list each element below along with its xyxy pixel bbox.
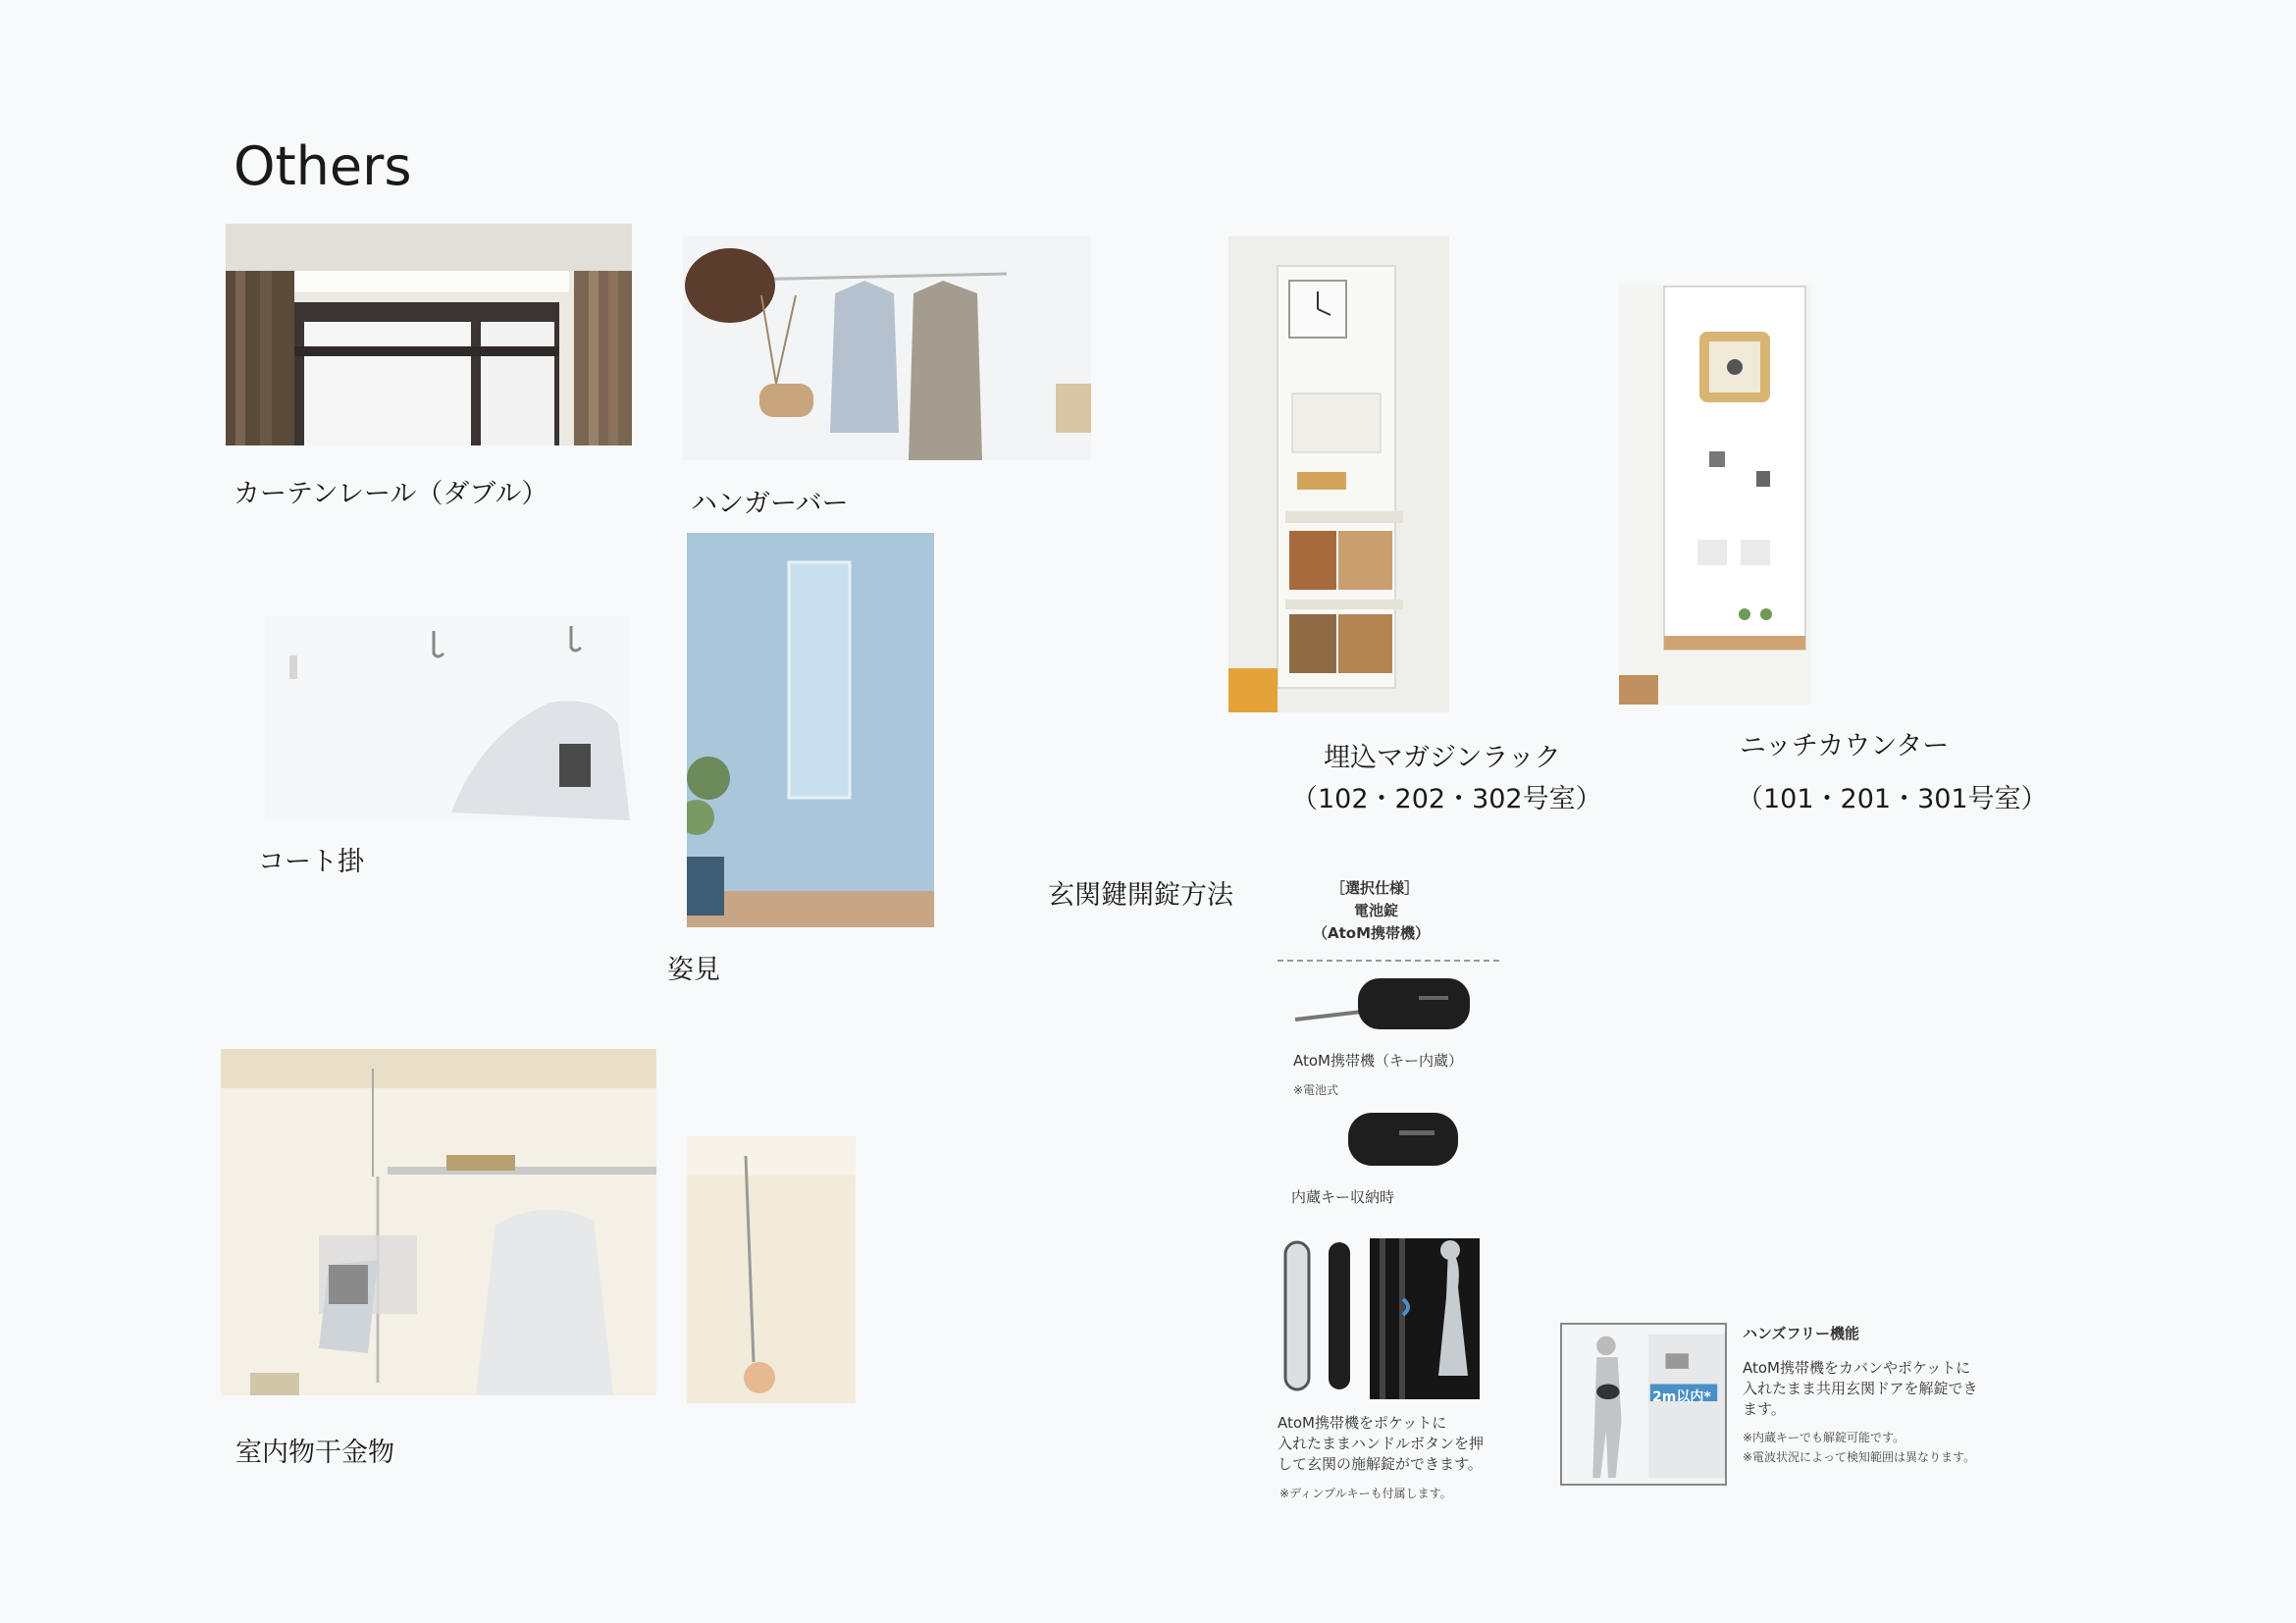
door-handle-image <box>1281 1238 1480 1403</box>
device-caption: AtoM携帯機（キー内蔵） <box>1293 1052 1463 1070</box>
description-line2: 入れたままハンドルボタンを押 <box>1278 1435 1485 1452</box>
spec-name: 電池錠 <box>1354 902 1399 919</box>
drying-rack-label: 室内物干金物 <box>235 1438 394 1468</box>
stored-key-image <box>1344 1107 1462 1171</box>
drying-rack-photo <box>221 1049 656 1395</box>
entrance-lock-heading: 玄関鍵開錠方法 <box>1048 880 1233 911</box>
dimple-note: ※ディンプルキーも付属します。 <box>1279 1487 1452 1500</box>
mirror-label: 姿見 <box>667 955 720 985</box>
coat-hook-label: コート掛 <box>258 847 364 877</box>
spec-title: ［選択仕様］ <box>1331 879 1420 897</box>
description-line1: AtoM携帯機をポケットに <box>1278 1414 1447 1432</box>
distance-label: 2m以内* <box>1652 1389 1711 1405</box>
key-fob-image <box>1285 974 1472 1033</box>
handsfree-title: ハンズフリー機能 <box>1743 1325 1859 1342</box>
mirror-photo <box>687 533 934 927</box>
description-line3: して玄関の施解錠ができます。 <box>1278 1455 1483 1473</box>
curtain-rail-label: カーテンレール（ダブル） <box>234 479 548 509</box>
niche-counter-label: ニッチカウンター <box>1740 731 1950 761</box>
battery-note: ※電池式 <box>1293 1083 1339 1097</box>
hanger-bar-label: ハンガーバー <box>691 489 849 519</box>
hanger-bar-photo <box>683 236 1091 460</box>
magazine-rack-photo <box>1228 236 1449 712</box>
handsfree-note1: ※内蔵キーでも解錠可能です。 <box>1743 1431 1905 1444</box>
stored-caption: 内蔵キー収納時 <box>1291 1188 1395 1206</box>
drying-pole-photo <box>687 1136 856 1403</box>
niche-counter-photo <box>1619 285 1811 705</box>
magazine-rack-rooms: （102・202・302号室） <box>1291 784 1602 814</box>
spec-divider <box>1278 960 1499 962</box>
coat-hook-photo <box>265 616 630 820</box>
curtain-rail-photo <box>226 224 632 445</box>
handsfree-line2: 入れたまま共用玄関ドアを解錠でき <box>1743 1380 1978 1397</box>
handsfree-line1: AtoM携帯機をカバンやポケットに <box>1743 1359 1971 1377</box>
spec-device: （AtoM携帯機） <box>1313 924 1431 942</box>
page-title: Others <box>234 135 412 197</box>
niche-counter-rooms: （101・201・301号室） <box>1737 784 2048 814</box>
handsfree-note2: ※電波状況によって検知範囲は異なります。 <box>1743 1450 1976 1464</box>
magazine-rack-label: 埋込マガジンラック <box>1324 743 1561 773</box>
handsfree-line3: ます。 <box>1743 1400 1786 1418</box>
